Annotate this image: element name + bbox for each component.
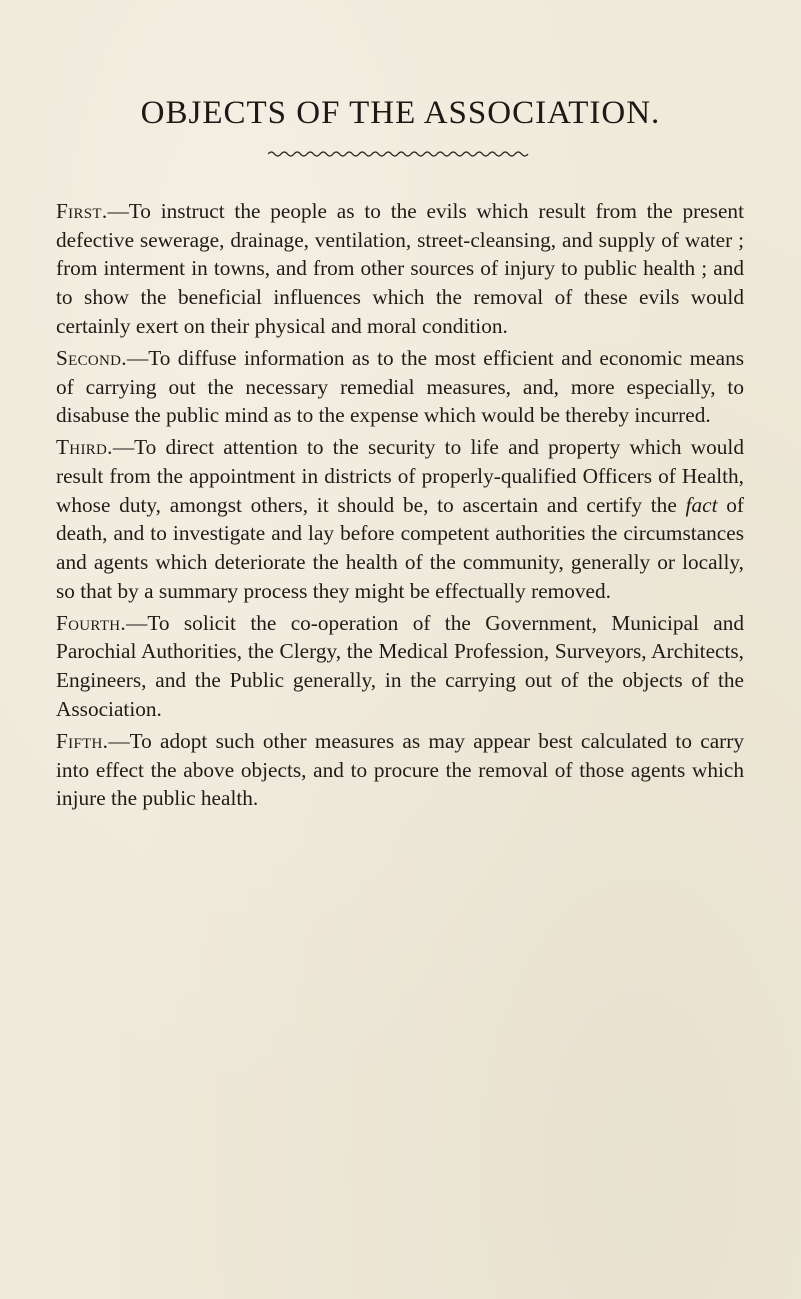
object-third: [56, 433, 744, 605]
page-title: OBJECTS OF THE ASSOCIATION.: [140, 95, 661, 131]
wavy-divider: [268, 150, 530, 158]
italic-word: fact: [685, 492, 718, 517]
object-fifth: [56, 727, 744, 813]
paragraph-lead: Second.: [56, 345, 127, 370]
paragraph-text: —To direct attention to the security to life and property which would result from the appointment in districts of properly-qualified Officers of Health, whose duty, amongst others, it should be, to ascertain and certify the: [56, 435, 744, 517]
objects-list: [56, 197, 744, 816]
paragraph-lead: First.: [56, 199, 108, 223]
object-first: [56, 197, 744, 341]
paragraph-lead: Third.: [56, 435, 113, 460]
paragraph-lead: Fourth.: [56, 610, 127, 635]
paragraph-text: —To diffuse information as to the most efficient and economic means of carrying out the necessary remedial measures, and, more especially, to disabuse the public mind as to the expense which would be thereby incurred.: [56, 345, 744, 428]
paragraph-lead: Fifth.: [56, 728, 109, 753]
paragraph-text: —To solicit the co-operation of the Government, Municipal and Parochial Authorities, the Clergy, the Medical Profession, Surveyors, Architects, Engineers, and the Public generally, in the carrying out of the objects of the Association.: [56, 610, 744, 721]
object-second: [56, 344, 744, 430]
object-fourth: [56, 609, 744, 724]
paragraph-text: —To adopt such other measures as may appear best calculated to carry into effect the above objects, and to procure the removal of those agents which injure the public health.: [56, 728, 744, 811]
paragraph-text-continued: of death, and to investigate and lay before competent authorities the circumstances and agents which deteriorate the health of the community, generally or locally, so that by a summary process they might be effectually removed.: [56, 492, 744, 603]
paragraph-text: —To instruct the people as to the evils which result from the present defective sewerage, drainage, ventilation, street-cleansing, and supply of water ; from interment in towns, and from other sources of injury to public health ; and to show the beneficial influences which the removal of these evils would certainly exert on their physical and moral condition.: [56, 199, 744, 338]
